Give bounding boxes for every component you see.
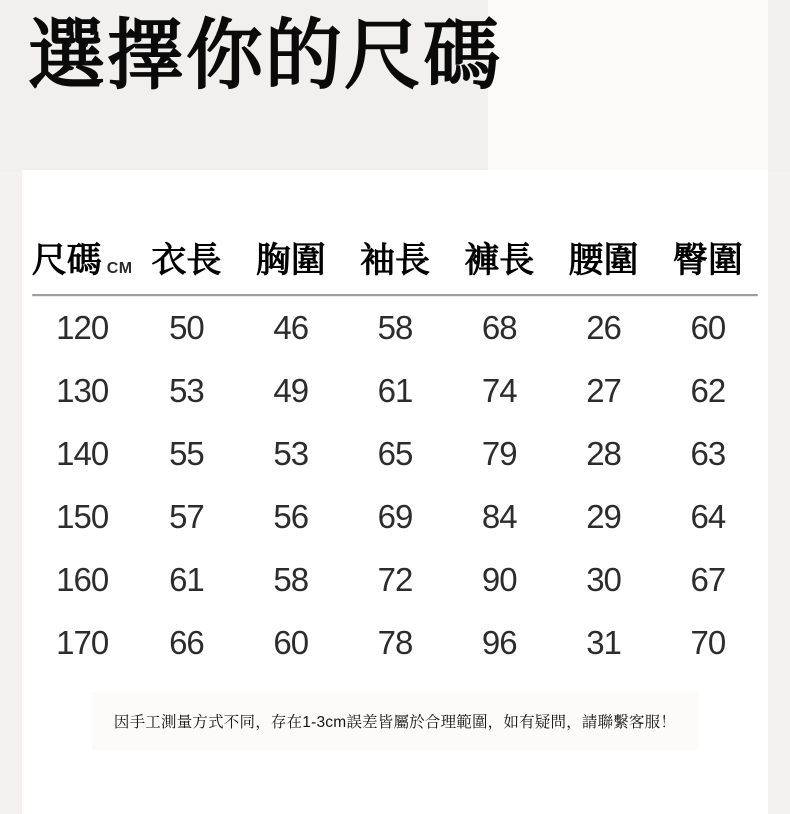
value-cell: 55 (169, 434, 204, 472)
value-cell: 79 (481, 434, 517, 472)
value-cell: 50 (169, 308, 204, 346)
column-header-size (30, 233, 134, 283)
value-cell: 49 (273, 371, 309, 409)
value-cell: 27 (586, 371, 621, 409)
value-cell: 68 (481, 308, 517, 346)
size-table (22, 170, 768, 674)
value-cell: 61 (169, 560, 204, 598)
value-cell: 72 (377, 560, 413, 598)
table-row (30, 548, 760, 611)
value-cell: 28 (586, 434, 621, 472)
column-header-sleeve-length: 袖長 (359, 241, 430, 280)
table-row (30, 611, 760, 674)
value-cell: 96 (481, 623, 517, 661)
measurement-note: 因手工測量方式不同，存在1-3cm誤差皆屬於合理範圍，如有疑問，請聯繫客服！ (92, 692, 698, 750)
value-cell: 53 (169, 371, 204, 409)
value-cell: 70 (690, 623, 726, 661)
size-cell: 160 (56, 560, 109, 598)
unit-label: CM (106, 260, 133, 277)
value-cell: 60 (690, 308, 726, 346)
size-cell: 120 (56, 308, 109, 346)
column-header-waist: 腰圍 (568, 241, 639, 280)
value-cell: 74 (481, 371, 517, 409)
value-cell: 46 (273, 308, 309, 346)
value-cell: 57 (169, 497, 204, 535)
column-header-garment-length: 衣長 (151, 241, 222, 280)
value-cell: 63 (690, 434, 726, 472)
value-cell: 65 (377, 434, 413, 472)
table-row (30, 296, 760, 359)
value-cell: 62 (690, 371, 726, 409)
value-cell: 64 (690, 497, 726, 535)
size-cell: 170 (56, 623, 109, 661)
column-header-pants-length: 褲長 (464, 241, 535, 280)
value-cell: 30 (586, 560, 621, 598)
size-table-header-row (30, 232, 760, 284)
size-chart-card (22, 170, 768, 814)
value-cell: 31 (586, 623, 621, 661)
page-title: 選擇你的尺碼 (28, 13, 502, 99)
size-cell: 130 (56, 371, 109, 409)
value-cell: 78 (377, 623, 413, 661)
size-header-label: 尺碼 (31, 241, 102, 280)
value-cell: 26 (586, 308, 621, 346)
column-header-chest: 胸圍 (255, 241, 326, 280)
value-cell: 84 (481, 497, 517, 535)
value-cell: 56 (273, 497, 309, 535)
note-container (22, 692, 768, 750)
value-cell: 58 (273, 560, 309, 598)
value-cell: 69 (377, 497, 413, 535)
column-header-hip: 臀圍 (672, 241, 743, 280)
value-cell: 61 (377, 371, 413, 409)
value-cell: 58 (377, 308, 413, 346)
value-cell: 67 (690, 560, 726, 598)
size-cell: 140 (56, 434, 109, 472)
size-cell: 150 (56, 497, 109, 535)
value-cell: 66 (169, 623, 204, 661)
value-cell: 90 (481, 560, 517, 598)
title-banner (0, 0, 790, 172)
value-cell: 29 (586, 497, 621, 535)
table-row (30, 359, 760, 422)
value-cell: 60 (273, 623, 309, 661)
table-row (30, 422, 760, 485)
value-cell: 53 (273, 434, 309, 472)
table-row (30, 485, 760, 548)
